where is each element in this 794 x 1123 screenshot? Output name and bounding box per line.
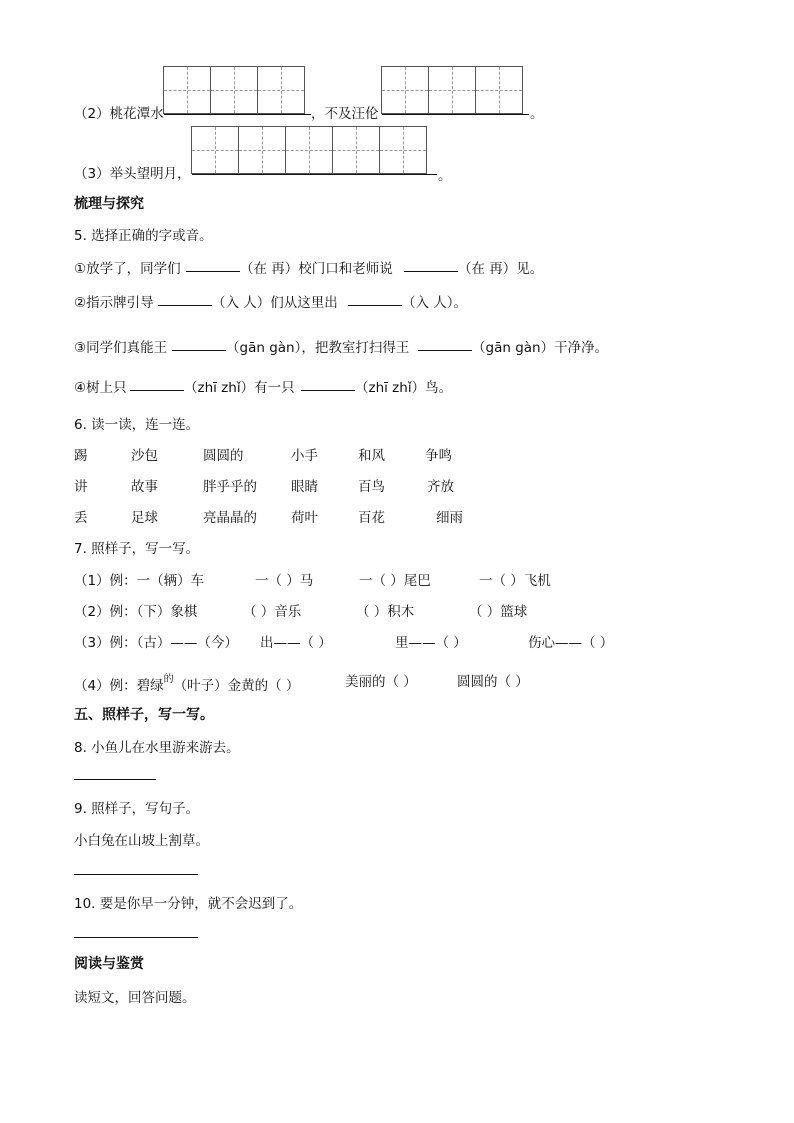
q7-item: （ ）篮球 bbox=[469, 604, 528, 620]
writing-grid-3[interactable] bbox=[192, 126, 427, 174]
q7-item: 出——（ ） bbox=[260, 635, 332, 651]
q7-item: （1）例：一（辆）车 bbox=[74, 573, 205, 589]
writing-grid-2[interactable] bbox=[382, 66, 523, 114]
q5-line-2-a: ②指示牌引导 bbox=[74, 295, 154, 311]
poem-line-2-prefix: （2）桃花潭水 bbox=[74, 106, 164, 122]
q7-line-4 bbox=[74, 670, 299, 694]
blank-line[interactable] bbox=[172, 350, 226, 351]
q5-line-4-a: ④树上只 bbox=[74, 380, 127, 396]
question-9-title: 9. 照样子，写句子。 bbox=[74, 801, 200, 817]
grid-cell[interactable] bbox=[379, 126, 427, 174]
match-word: 踢 bbox=[74, 448, 88, 464]
answer-line[interactable] bbox=[74, 874, 198, 875]
match-word: 丢 bbox=[74, 510, 88, 526]
blank-line[interactable] bbox=[130, 390, 184, 391]
grid-cell[interactable] bbox=[332, 126, 380, 174]
match-word: 百鸟 bbox=[358, 479, 385, 495]
writing-grid-1[interactable] bbox=[164, 66, 305, 114]
q7-item: 一（ ）尾巴 bbox=[359, 573, 431, 589]
q7-item: 伤心——（ ） bbox=[528, 635, 614, 651]
answer-underline bbox=[164, 114, 311, 115]
match-word: 百花 bbox=[358, 510, 385, 526]
match-word: 圆圆的 bbox=[203, 448, 244, 464]
q7-item: 美丽的（ ） bbox=[345, 674, 417, 690]
match-word: 小手 bbox=[291, 448, 318, 464]
grid-cell[interactable] bbox=[381, 66, 429, 114]
grid-cell[interactable] bbox=[238, 126, 286, 174]
q7-item: （ ）积木 bbox=[356, 604, 415, 620]
q5-line-3-b: （gān gàn），把教室打扫得王 bbox=[226, 340, 410, 356]
section-heading-read: 阅读与鉴赏 bbox=[74, 956, 144, 972]
blank-line[interactable] bbox=[418, 350, 472, 351]
grid-cell[interactable] bbox=[285, 126, 333, 174]
q7-item: 里——（ ） bbox=[395, 635, 467, 651]
match-word: 足球 bbox=[131, 510, 158, 526]
match-word: 荷叶 bbox=[291, 510, 318, 526]
match-word: 沙包 bbox=[131, 448, 158, 464]
answer-line[interactable] bbox=[74, 779, 156, 780]
match-word: 齐放 bbox=[427, 479, 454, 495]
section-heading-five: 五、照样子，写一写。 bbox=[74, 707, 214, 723]
match-word: 亮晶晶的 bbox=[203, 510, 257, 526]
poem-line-2-end: 。 bbox=[530, 106, 544, 122]
q7-item: （ ）音乐 bbox=[243, 604, 302, 620]
q5-line-1-c: （在 再）见。 bbox=[458, 261, 544, 277]
q5-line-2-c: （入 人）。 bbox=[402, 295, 468, 311]
question-8-title: 8. 小鱼儿在水里游来游去。 bbox=[74, 740, 240, 756]
poem-line-2-mid: ，不及汪伦 bbox=[311, 106, 379, 122]
q7-example-sub: 的 bbox=[163, 674, 174, 685]
q7-item: 圆圆的（ ） bbox=[457, 674, 529, 690]
question-9-example: 小白兔在山坡上割草。 bbox=[74, 833, 209, 849]
q7-example-pre: （4）例：碧绿 bbox=[74, 678, 164, 694]
question-7-title: 7. 照样子，写一写。 bbox=[74, 541, 200, 557]
match-word: 胖乎乎的 bbox=[203, 479, 257, 495]
match-word: 故事 bbox=[131, 479, 158, 495]
answer-underline bbox=[192, 174, 437, 175]
grid-cell[interactable] bbox=[475, 66, 523, 114]
q7-example-post: （叶子）金黄的（ ） bbox=[173, 678, 300, 694]
reading-instructions: 读短文，回答问题。 bbox=[74, 990, 196, 1006]
match-word: 争鸣 bbox=[425, 448, 452, 464]
grid-cell[interactable] bbox=[428, 66, 476, 114]
q5-line-3-a: ③同学们真能王 bbox=[74, 340, 168, 356]
poem-line-3-end: 。 bbox=[438, 168, 452, 184]
q7-item: （3）例：（古）——（今） bbox=[74, 635, 238, 651]
answer-line[interactable] bbox=[74, 937, 198, 938]
q5-line-3-c: （gān gàn）干净净。 bbox=[472, 340, 609, 356]
match-word: 细雨 bbox=[436, 510, 463, 526]
blank-line[interactable] bbox=[404, 271, 458, 272]
blank-line[interactable] bbox=[348, 305, 402, 306]
grid-cell[interactable] bbox=[191, 126, 239, 174]
question-5-title: 5. 选择正确的字或音。 bbox=[74, 228, 213, 244]
q7-item: 一（ ）飞机 bbox=[479, 573, 551, 589]
question-10-title: 10. 要是你早一分钟，就不会迟到了。 bbox=[74, 896, 303, 912]
q5-line-4-b: （zhī zhǐ）有一只 bbox=[184, 380, 295, 396]
match-word: 讲 bbox=[74, 479, 88, 495]
question-6-title: 6. 读一读，连一连。 bbox=[74, 417, 200, 433]
blank-line[interactable] bbox=[301, 390, 355, 391]
grid-cell[interactable] bbox=[257, 66, 305, 114]
q5-line-1-a: ①放学了，同学们 bbox=[74, 261, 181, 277]
q5-line-4-c: （zhī zhǐ）鸟。 bbox=[355, 380, 453, 396]
section-heading-sort: 梳理与探究 bbox=[74, 196, 144, 212]
q5-line-2-b: （入 人）们从这里出 bbox=[212, 295, 338, 311]
match-word: 和风 bbox=[358, 448, 385, 464]
poem-line-3-prefix: （3）举头望明月， bbox=[74, 166, 191, 182]
q7-item: 一（ ）马 bbox=[255, 573, 314, 589]
match-word: 眼睛 bbox=[291, 479, 318, 495]
q7-item: （2）例：（下）象棋 bbox=[74, 604, 198, 620]
answer-underline bbox=[382, 114, 529, 115]
blank-line[interactable] bbox=[158, 305, 212, 306]
blank-line[interactable] bbox=[186, 271, 240, 272]
q5-line-1-b: （在 再）校门口和老师说 bbox=[240, 261, 393, 277]
grid-cell[interactable] bbox=[163, 66, 211, 114]
grid-cell[interactable] bbox=[210, 66, 258, 114]
